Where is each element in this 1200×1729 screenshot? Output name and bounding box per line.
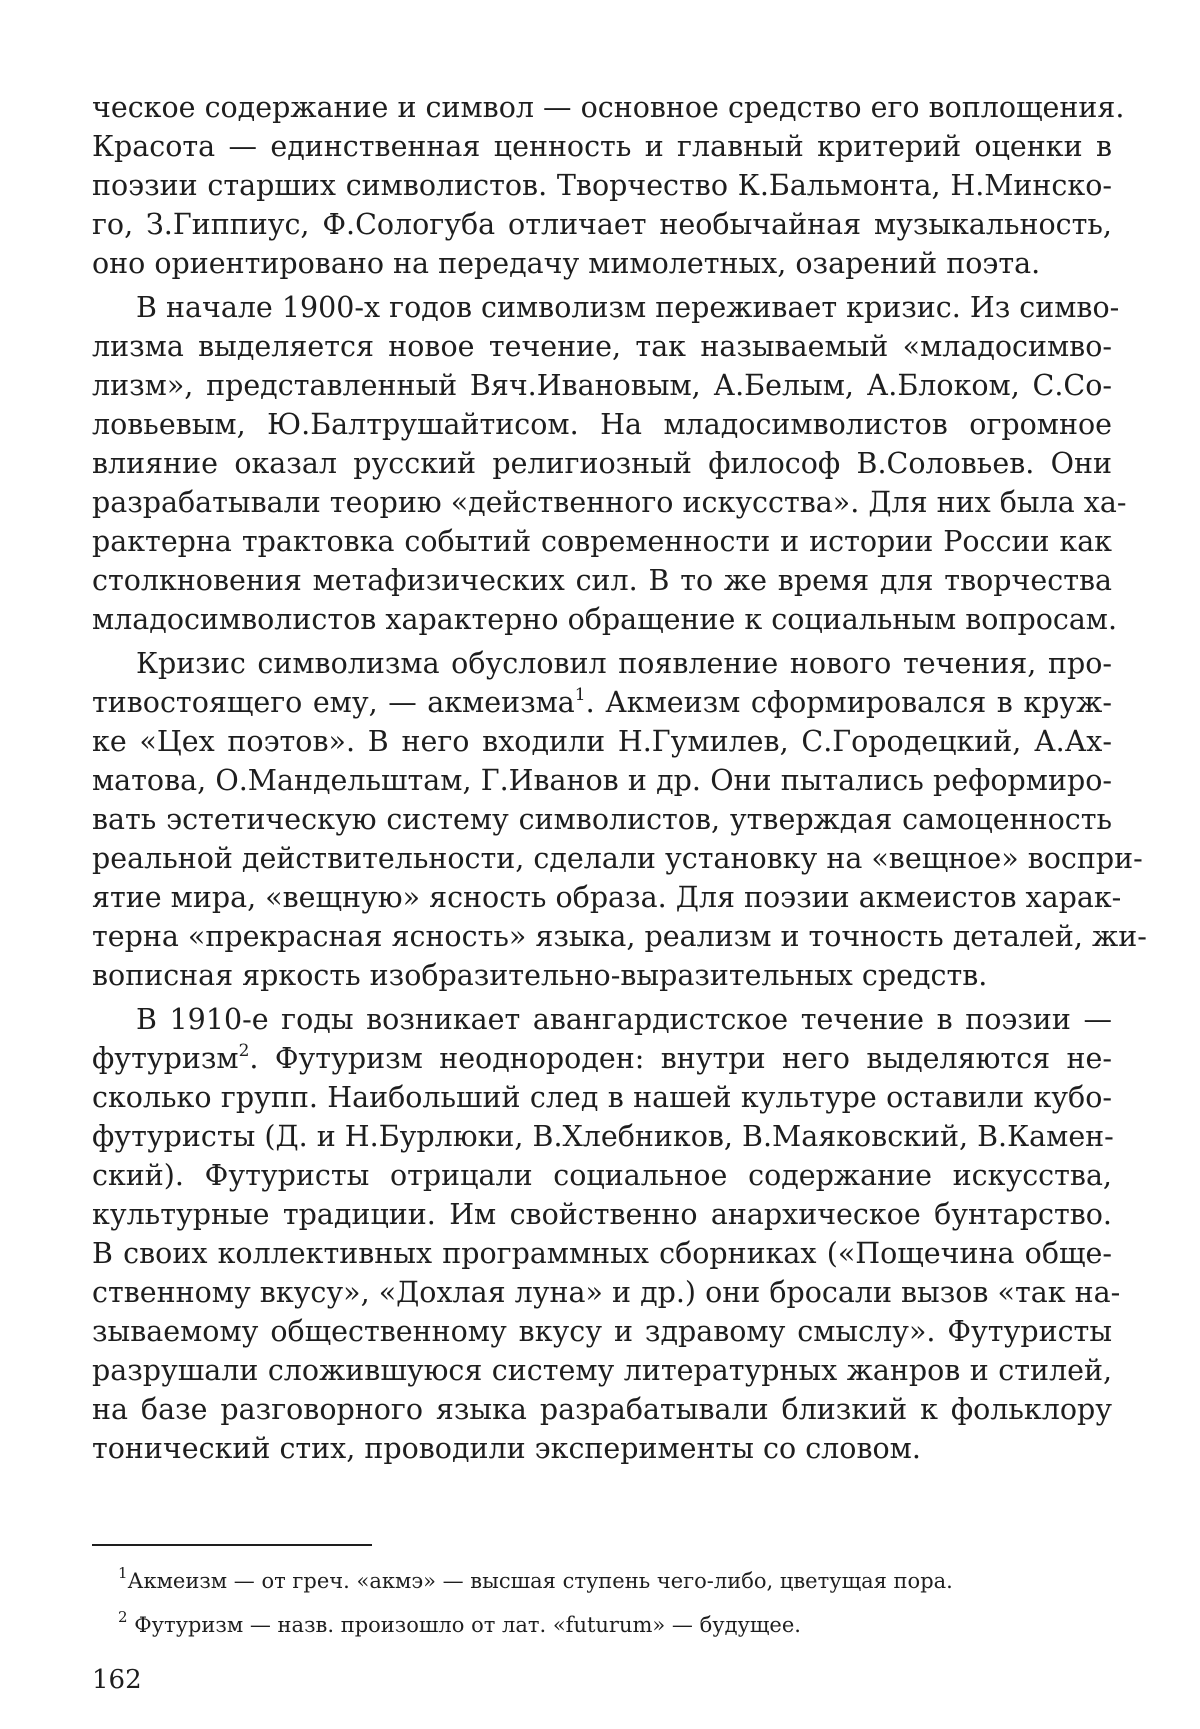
text-line: столкновения метафизических сил. В то же время для творчества bbox=[92, 564, 1112, 597]
paragraph bbox=[92, 88, 1125, 283]
text-line: рактерна трактовка событий современности и истории России как bbox=[92, 525, 1112, 558]
text-line: матова, О.Мандельштам, Г.Иванов и др. Они пытались реформиро- bbox=[92, 764, 1112, 797]
paragraph bbox=[92, 1000, 1121, 1468]
footnote-mark: 1 bbox=[118, 1564, 128, 1582]
footnote-mark: 2 bbox=[118, 1608, 128, 1626]
footnote bbox=[118, 1559, 1078, 1603]
paragraph bbox=[92, 644, 1147, 995]
text-line: лизм», представленный Вяч.Ивановым, А.Белым, А.Блоком, С.Со- bbox=[92, 369, 1112, 402]
text-line bbox=[92, 683, 1112, 722]
text-line: сколько групп. Наибольший след в нашей культуре оставили кубо- bbox=[92, 1081, 1112, 1114]
text-line: ятие мира, «вещную» ясность образа. Для поэзии акмеистов харак- bbox=[92, 881, 1122, 914]
text-line: ственному вкусу», «Дохлая луна» и др.) они бросали вызов «так на- bbox=[92, 1276, 1121, 1309]
text-line: на базе разговорного языка разрабатывали близкий к фольклору bbox=[92, 1393, 1112, 1426]
text-line: терна «прекрасная ясность» языка, реализм и точность деталей, жи- bbox=[92, 920, 1147, 953]
text-line bbox=[92, 1039, 1112, 1078]
text-line: вописная яркость изобразительно-выразительных средств. bbox=[92, 959, 988, 992]
text-line: ке «Цех поэтов». В него входили Н.Гумилев, С.Городецкий, А.Ах- bbox=[92, 725, 1112, 758]
text-line: В начале 1900-х годов символизм переживает кризис. Из симво- bbox=[136, 291, 1120, 324]
text-line: реальной действительности, сделали установку на «вещное» воспри- bbox=[92, 842, 1143, 875]
body-text bbox=[92, 88, 1147, 1468]
text-line: Кризис символизма обусловил появление нового течения, про- bbox=[136, 647, 1112, 680]
footnote-reference[interactable]: 2 bbox=[238, 1041, 250, 1061]
footnote-reference[interactable]: 1 bbox=[574, 685, 586, 705]
text-line: футуристы (Д. и Н.Бурлюки, В.Хлебников, В.Маяковский, В.Камен- bbox=[92, 1120, 1114, 1153]
footnote bbox=[118, 1603, 1078, 1647]
text-line: В своих коллективных программных сборниках («Пощечина обще- bbox=[92, 1237, 1112, 1270]
footnote-text: Акмеизм — от греч. «акмэ» — высшая ступень чего-либо, цветущая пора. bbox=[127, 1569, 953, 1593]
text-fragment: футуризм bbox=[92, 1042, 239, 1075]
text-line: вать эстетическую систему символистов, утверждая самоценность bbox=[92, 803, 1112, 836]
page-number: 162 bbox=[92, 1665, 142, 1695]
text-line: оно ориентировано на передачу мимолетных, озарений поэта. bbox=[92, 247, 1041, 280]
text-fragment: тивостоящего ему, — акмеизма bbox=[92, 686, 575, 719]
footnote-text: Футуризм — назв. произошло от лат. «futurum» — будущее. bbox=[127, 1613, 801, 1637]
text-line: влияние оказал русский религиозный философ В.Соловьев. Они bbox=[92, 447, 1112, 480]
footnotes bbox=[118, 1559, 1078, 1647]
text-line: разрушали сложившуюся систему литературных жанров и стилей, bbox=[92, 1354, 1112, 1387]
text-line: младосимволистов характерно обращение к социальным вопросам. bbox=[92, 603, 1118, 636]
text-line: зываемому общественному вкусу и здравому смыслу». Футуристы bbox=[92, 1315, 1112, 1348]
text-line: В 1910-е годы возникает авангардистское течение в поэзии — bbox=[136, 1003, 1112, 1036]
text-line: ловьевым, Ю.Балтрушайтисом. На младосимволистов огромное bbox=[92, 408, 1112, 441]
text-fragment: . Акмеизм сформировался в круж- bbox=[585, 686, 1112, 719]
text-line: лизма выделяется новое течение, так называемый «младосимво- bbox=[92, 330, 1112, 363]
text-line: го, З.Гиппиус, Ф.Сологуба отличает необычайная музыкальность, bbox=[92, 208, 1112, 241]
text-fragment: . Футуризм неоднороден: внутри него выделяются не- bbox=[249, 1042, 1112, 1075]
paragraph bbox=[92, 288, 1127, 639]
text-line: разрабатывали теорию «действенного искусства». Для них была ха- bbox=[92, 486, 1127, 519]
text-line: культурные традиции. Им свойственно анархическое бунтарство. bbox=[92, 1198, 1112, 1231]
text-line: Красота — единственная ценность и главный критерий оценки в bbox=[92, 130, 1112, 163]
text-line: ский). Футуристы отрицали социальное содержание искусства, bbox=[92, 1159, 1112, 1192]
text-line: ческое содержание и символ — основное средство его воплощения. bbox=[92, 91, 1125, 124]
text-line: тонический стих, проводили эксперименты со словом. bbox=[92, 1432, 921, 1465]
text-line: поэзии старших символистов. Творчество К.Бальмонта, Н.Минско- bbox=[92, 169, 1112, 202]
footnote-separator bbox=[92, 1544, 372, 1546]
